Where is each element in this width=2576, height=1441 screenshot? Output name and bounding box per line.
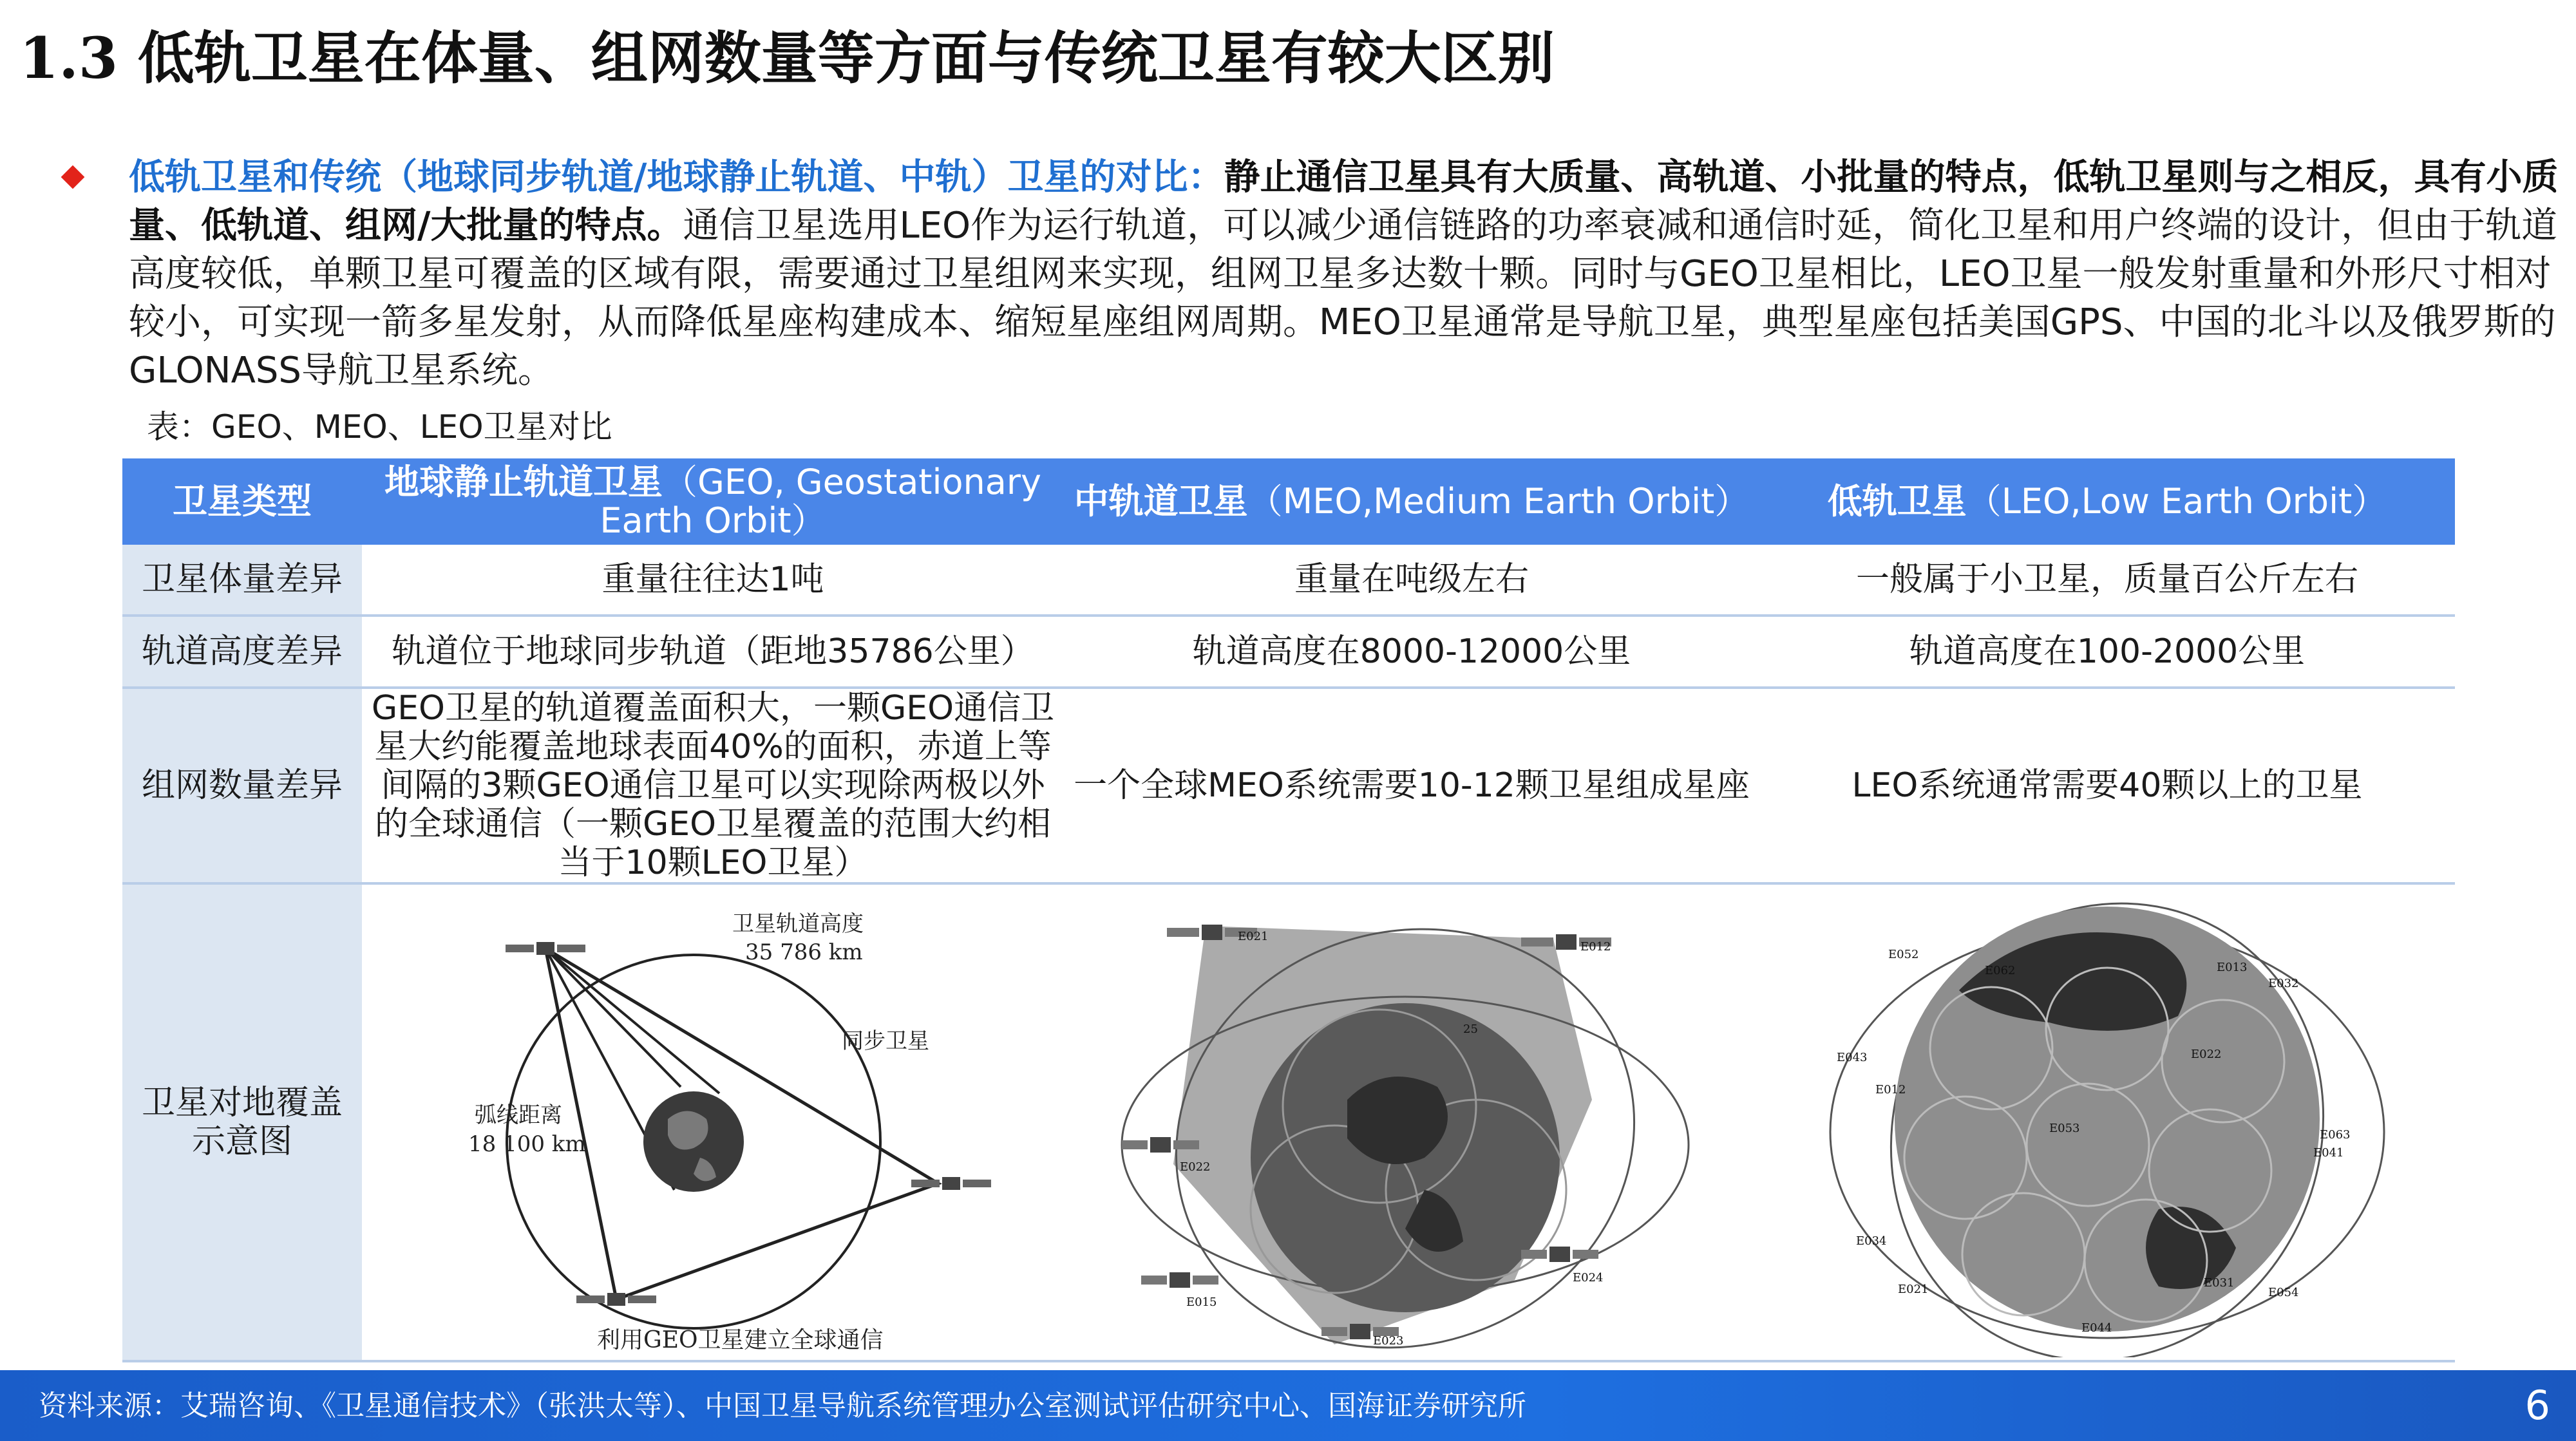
sat-label: E021	[1238, 930, 1269, 943]
summary-lead: 低轨卫星和传统（地球同步轨道/地球静止轨道、中轨）卫星的对比：	[129, 156, 1224, 198]
table-row	[122, 545, 2455, 616]
footer-bar	[0, 1370, 2576, 1441]
source-note: 资料来源：艾瑞咨询、《卫星通信技术》（张洪太等）、中国卫星导航系统管理办公室测试评估研究中心、国海证券研究所	[39, 1389, 1526, 1422]
cell-leo: 轨道高度在100-2000公里	[1759, 616, 2455, 688]
sat-label: E012	[1875, 1083, 1906, 1097]
sat-label: E022	[2191, 1048, 2222, 1061]
summary-bold: 静止通信卫星具有大质量、高轨道、小批量的特点，低轨卫星则与之相反，具有小质量、低轨道、组网/大批量的特点。	[129, 156, 2559, 247]
summary-text	[129, 153, 2563, 395]
geo-diagram-caption: 利用GEO卫星建立全球通信	[597, 1327, 884, 1353]
geo-sync-label: 同步卫星	[842, 1028, 929, 1054]
sat-label: E041	[2313, 1146, 2344, 1160]
row-label: 卫星体量差异	[122, 545, 362, 616]
sat-label: E023	[1373, 1334, 1404, 1348]
page-title: 1.3 低轨卫星在体量、组网数量等方面与传统卫星有较大区别	[19, 24, 1555, 91]
cell-meo: 一个全球MEO系统需要10-12颗卫星组成星座	[1064, 688, 1759, 883]
header-type: 卫星类型	[122, 458, 362, 545]
comparison-table	[122, 458, 2455, 1362]
sat-label: E062	[1985, 964, 2016, 977]
sat-label: E034	[1856, 1234, 1887, 1248]
sat-label: E022	[1180, 1160, 1211, 1174]
geo-coverage-diagram	[397, 887, 1028, 1357]
header-geo	[362, 458, 1064, 545]
geo-arc-value: 18 100 km	[468, 1131, 586, 1157]
cell-meo: 重量在吨级左右	[1064, 545, 1759, 616]
cell-leo: LEO系统通常需要40颗以上的卫星	[1759, 688, 2455, 883]
table-row	[122, 688, 2455, 883]
header-geo-cn: 地球静止轨道卫星	[384, 462, 663, 502]
table-caption: 表：GEO、MEO、LEO卫星对比	[147, 408, 612, 446]
page-number: 6	[2524, 1382, 2550, 1429]
header-meo-en: （MEO,Medium Earth Orbit）	[1247, 481, 1750, 522]
table-row	[122, 883, 2455, 1361]
geo-arc-label: 弧线距离	[475, 1102, 562, 1128]
row-label: 组网数量差异	[122, 688, 362, 883]
sat-label: E053	[2049, 1122, 2080, 1135]
sat-label: E032	[2268, 977, 2299, 990]
meo-coverage-diagram	[1103, 887, 1721, 1357]
cell-geo: 重量往往达1吨	[362, 545, 1064, 616]
leo-coverage-diagram-cell	[1759, 883, 2455, 1361]
satellite-icon	[506, 942, 585, 955]
sat-label: E021	[1898, 1283, 1929, 1296]
sat-label: E044	[2081, 1321, 2112, 1335]
cell-leo: 一般属于小卫星，质量百公斤左右	[1759, 545, 2455, 616]
geo-altitude-label: 卫星轨道高度	[732, 911, 864, 937]
sat-label: E054	[2268, 1286, 2299, 1299]
cell-meo: 轨道高度在8000-12000公里	[1064, 616, 1759, 688]
satellite-icon	[1141, 1272, 1218, 1288]
sat-label: E015	[1186, 1295, 1217, 1309]
row-label: 卫星对地覆盖示意图	[122, 883, 362, 1361]
sat-label: E063	[2320, 1128, 2351, 1142]
diamond-bullet-icon	[61, 165, 85, 189]
cell-geo: GEO卫星的轨道覆盖面积大，一颗GEO通信卫星大约能覆盖地球表面40%的面积，赤道上等间隔的3颗GEO通信卫星可以实现除两极以外的全球通信（一颗GEO卫星覆盖的范围大约相当于10颗LEO卫星）	[362, 688, 1064, 883]
sat-label: E024	[1573, 1271, 1604, 1285]
geo-coverage-diagram-cell	[362, 883, 1064, 1361]
header-meo	[1064, 458, 1759, 545]
table-row	[122, 616, 2455, 688]
leo-coverage-diagram	[1798, 887, 2416, 1357]
table-header-row	[122, 458, 2455, 545]
sat-label: E031	[2204, 1276, 2235, 1290]
sat-label: 25	[1463, 1022, 1478, 1036]
header-meo-cn: 中轨道卫星	[1074, 481, 1248, 522]
header-leo-en: （LEO,Low Earth Orbit）	[1966, 481, 2387, 522]
summary-body: 通信卫星选用LEO作为运行轨道，可以减少通信链路的功率衰减和通信时延，简化卫星和用户终端的设计，但由于轨道高度较低，单颗卫星可覆盖的区域有限，需要通过卫星组网来实现，组网卫星多达数十颗。同时与GEO卫星相比，LEO卫星一般发射重量和外形尺寸相对较小，可实现一箭多星发射，从而降低星座构建成本、缩短星座组网周期。MEO卫星通常是导航卫星，典型星座包括美国GPS、中国的北斗以及俄罗斯的GLONASS导航卫星系统。	[129, 205, 2558, 391]
sat-label: E043	[1837, 1051, 1868, 1064]
row-label: 轨道高度差异	[122, 616, 362, 688]
cell-geo: 轨道位于地球同步轨道（距地35786公里）	[362, 616, 1064, 688]
geo-altitude-value: 35 786 km	[745, 939, 863, 965]
sat-label: E052	[1888, 948, 1919, 961]
header-leo-cn: 低轨卫星	[1827, 481, 1967, 522]
header-leo	[1759, 458, 2455, 545]
header-geo-en: （GEO, Geostationary Earth Orbit）	[600, 462, 1041, 541]
sat-label: E012	[1580, 940, 1611, 954]
meo-coverage-diagram-cell	[1064, 883, 1759, 1361]
sat-label: E013	[2217, 961, 2248, 974]
